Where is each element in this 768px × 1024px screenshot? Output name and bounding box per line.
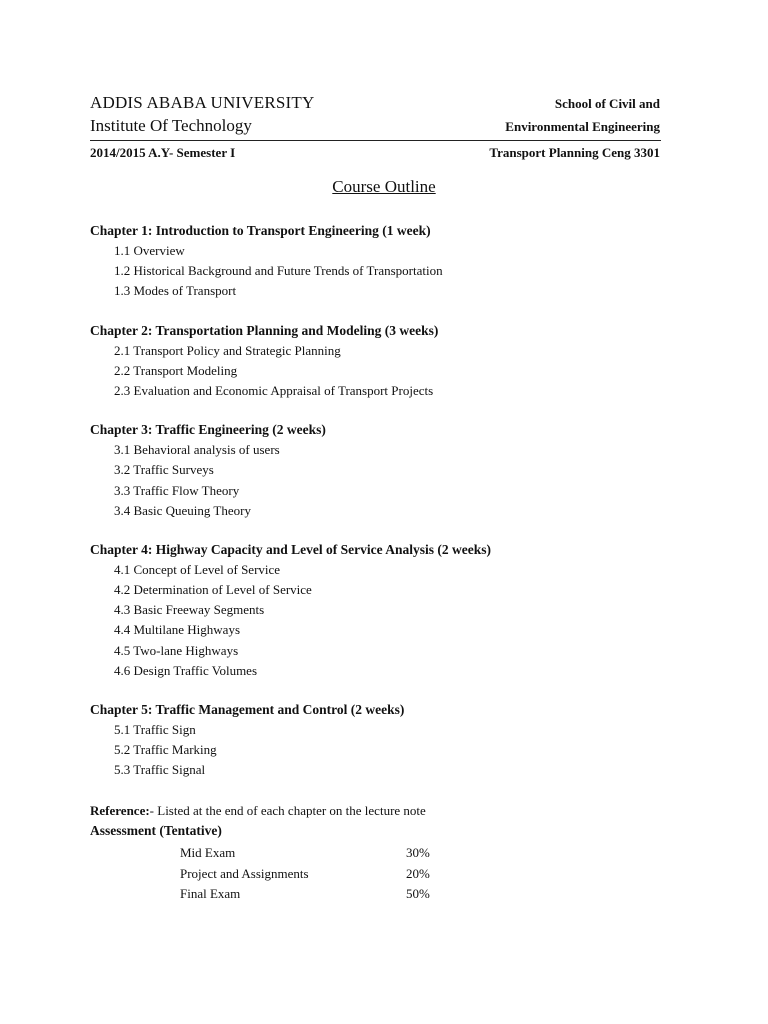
chapter-1 [90,221,690,302]
topic-item: 5.3 Traffic Signal [114,762,206,778]
chapter-2 [90,321,690,402]
chapter-title: Chapter 5: Traffic Management and Control (2 weeks) [90,702,405,717]
assessment-item: Final Exam [180,886,241,901]
school-name-line1: School of Civil and [554,96,660,111]
assessment-title: Assessment (Tentative) [90,823,222,838]
assessment-row [180,843,440,864]
topic-item: 3.4 Basic Queuing Theory [114,502,251,518]
topic-item: 4.2 Determination of Level of Service [114,582,312,598]
topic-item: 4.3 Basic Freeway Segments [114,602,265,618]
reference-note [90,803,426,819]
topic-item: 4.1 Concept of Level of Service [114,561,281,577]
institute-name: Institute Of Technology [90,116,252,135]
chapter-3 [90,420,690,521]
topic-item: 5.1 Traffic Sign [114,722,196,737]
assessment-row [180,864,440,885]
assessment-item: Mid Exam [180,845,236,860]
chapter-4 [90,540,690,681]
academic-year: 2014/2015 A.Y- Semester I [90,145,236,160]
chapter-list [90,221,690,800]
chapter-title: Chapter 3: Traffic Engineering (2 weeks) [90,422,326,438]
header-divider [90,140,661,141]
assessment-item: Project and Assignments [180,865,309,881]
course-code: Transport Planning Ceng 3301 [489,145,660,160]
topic-item: 1.3 Modes of Transport [114,283,237,299]
assessment-row [180,884,440,905]
university-name: ADDIS ABABA UNIVERSITY [90,93,315,112]
topic-item: 3.2 Traffic Surveys [114,462,214,478]
topic-item: 3.3 Traffic Flow Theory [114,482,240,498]
chapter-title: Chapter 1: Introduction to Transport Engineering (1 week) [90,223,431,238]
topic-item: 5.2 Traffic Marking [114,742,217,758]
assessment-weight: 50% [406,886,430,901]
topic-item: 1.1 Overview [114,243,185,258]
school-name-line2: Environmental Engineering [505,119,660,134]
topic-item: 4.5 Two-lane Highways [114,642,239,658]
assessment-table [180,843,440,905]
page-title: Course Outline [332,177,436,196]
chapter-title: Chapter 4: Highway Capacity and Level of Service Analysis (2 weeks) [90,541,491,557]
topic-item: 4.6 Design Traffic Volumes [114,662,258,678]
topic-item: 2.2 Transport Modeling [114,362,238,378]
topic-item: 3.1 Behavioral analysis of users [114,442,280,458]
topic-item: 2.1 Transport Policy and Strategic Planning [114,342,341,358]
chapter-5 [90,700,690,781]
topic-item: 4.4 Multilane Highways [114,622,241,638]
topic-item: 2.3 Evaluation and Economic Appraisal of Transport Projects [114,382,434,398]
reference-label: Reference: [90,803,150,818]
topic-item: 1.2 Historical Background and Future Trends of Transportation [114,263,443,279]
assessment-weight: 30% [406,845,430,860]
chapter-title: Chapter 2: Transportation Planning and Modeling (3 weeks) [90,322,439,338]
assessment-weight: 20% [406,865,430,881]
reference-text: - Listed at the end of each chapter on the lecture note [149,803,426,818]
